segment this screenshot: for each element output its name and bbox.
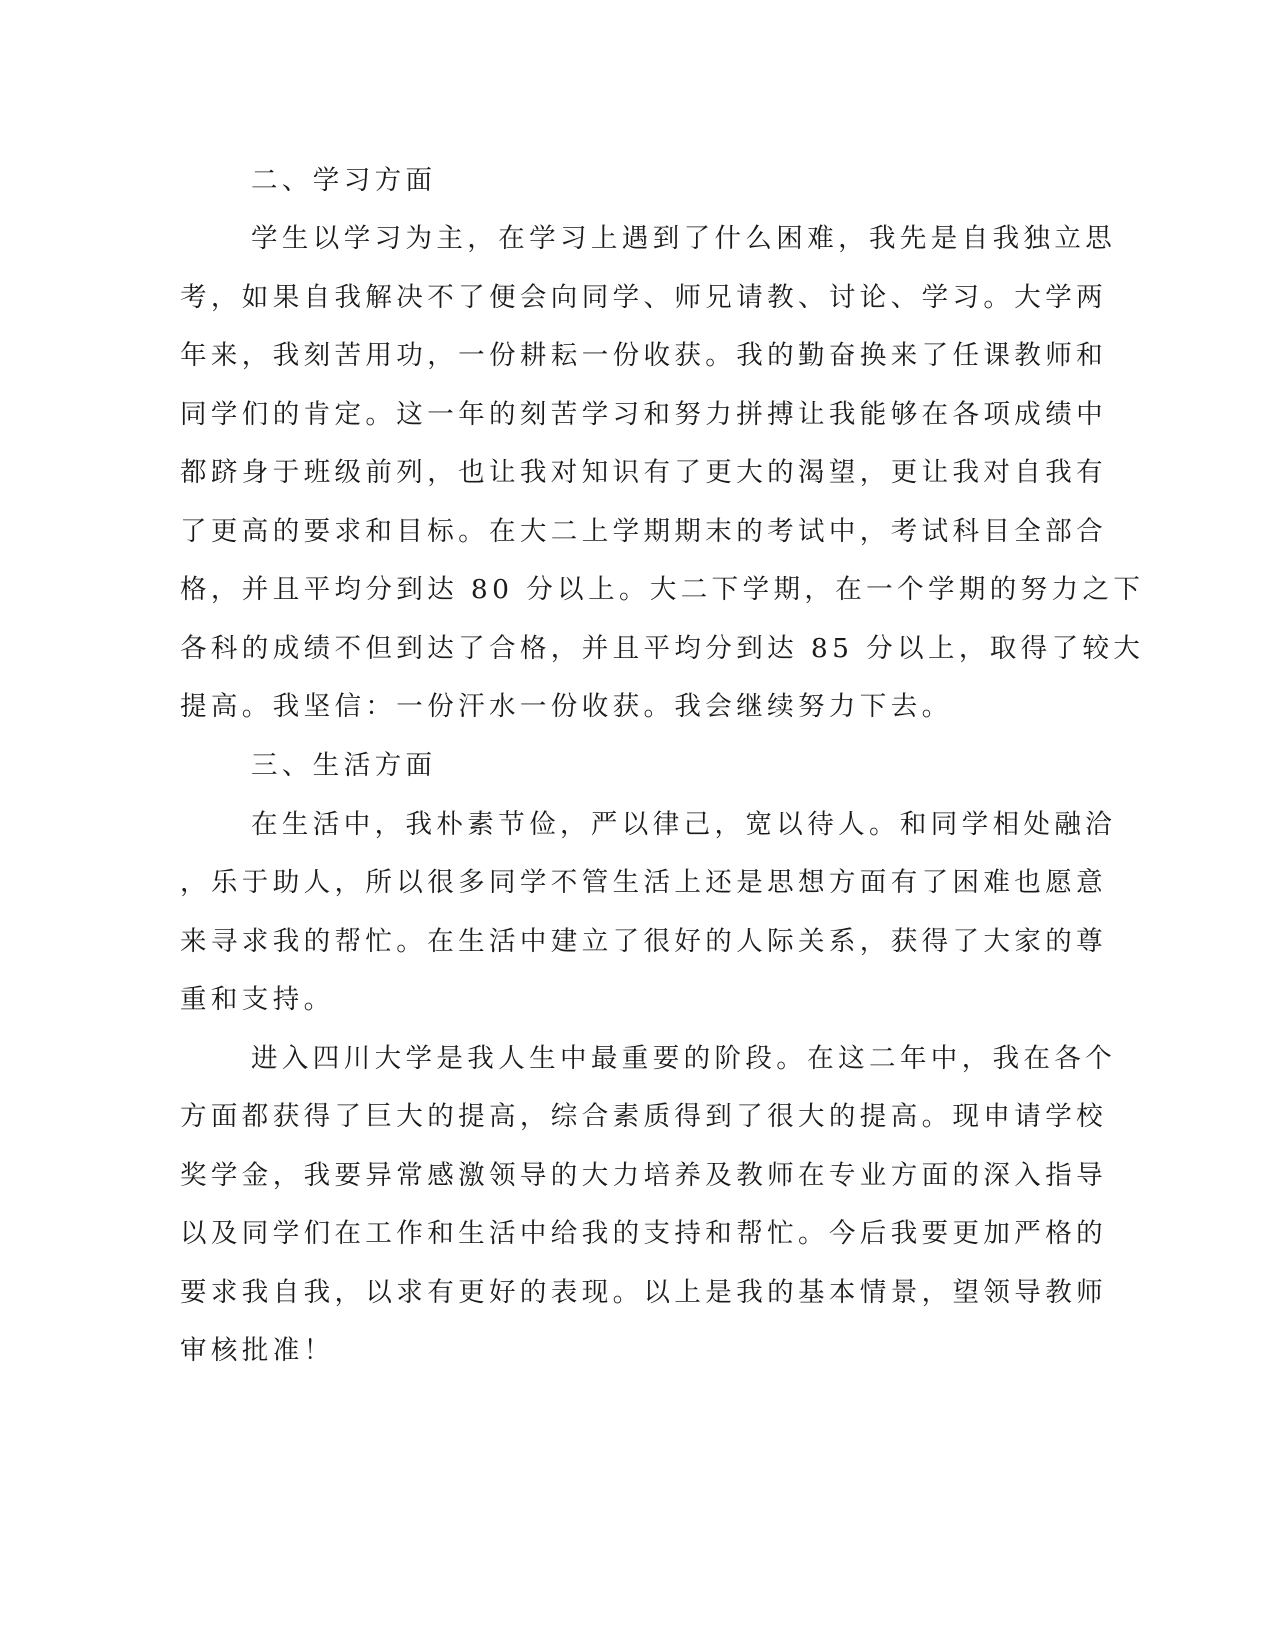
paragraph-line: 奖学金，我要异常感激领导的大力培养及教师在专业方面的深入指导 — [180, 1160, 1107, 1191]
paragraph-line: 在生活中，我朴素节俭，严以律己，宽以待人。和同学相处融洽 — [251, 809, 1117, 840]
paragraph-line: 都跻身于班级前列，也让我对知识有了更大的渴望，更让我对自我有 — [180, 457, 1107, 488]
paragraph-line: 了更高的要求和目标。在大二上学期期末的考试中，考试科目全部合 — [180, 516, 1107, 547]
paragraph-line: 提高。我坚信：一份汗水一份收获。我会继续努力下去。 — [180, 691, 953, 722]
paragraph-line: 方面都获得了巨大的提高，综合素质得到了很大的提高。现申请学校 — [180, 1101, 1107, 1132]
paragraph-line: 来寻求我的帮忙。在生活中建立了很好的人际关系，获得了大家的尊 — [180, 926, 1107, 957]
paragraph-line: 审核批准！ — [180, 1335, 335, 1366]
paragraph-line: 格，并且平均分到达 80 分以上。大二下学期，在一个学期的努力之下 — [180, 574, 1145, 605]
paragraph-line: 重和支持。 — [180, 984, 335, 1015]
paragraph-line: 年来，我刻苦用功，一份耕耘一份收获。我的勤奋换来了任课教师和 — [180, 340, 1107, 371]
paragraph-line: 考，如果自我解决不了便会向同学、师兄请教、讨论、学习。大学两 — [180, 282, 1107, 313]
paragraph-line: 要求我自我，以求有更好的表现。以上是我的基本情景，望领导教师 — [180, 1277, 1107, 1308]
paragraph-line: 以及同学们在工作和生活中给我的支持和帮忙。今后我要更加严格的 — [180, 1218, 1107, 1249]
paragraph-line: ，乐于助人，所以很多同学不管生活上还是思想方面有了困难也愿意 — [180, 867, 1107, 898]
paragraph-line: 学生以学习为主，在学习上遇到了什么困难，我先是自我独立思 — [251, 223, 1117, 254]
paragraph-line: 进入四川大学是我人生中最重要的阶段。在这二年中，我在各个 — [251, 1043, 1117, 1074]
paragraph-line: 各科的成绩不但到达了合格，并且平均分到达 85 分以上，取得了较大 — [180, 633, 1145, 664]
paragraph-line: 同学们的肯定。这一年的刻苦学习和努力拼搏让我能够在各项成绩中 — [180, 399, 1107, 430]
section-heading-study: 二、学习方面 — [251, 165, 437, 196]
section-heading-life: 三、生活方面 — [251, 750, 437, 781]
